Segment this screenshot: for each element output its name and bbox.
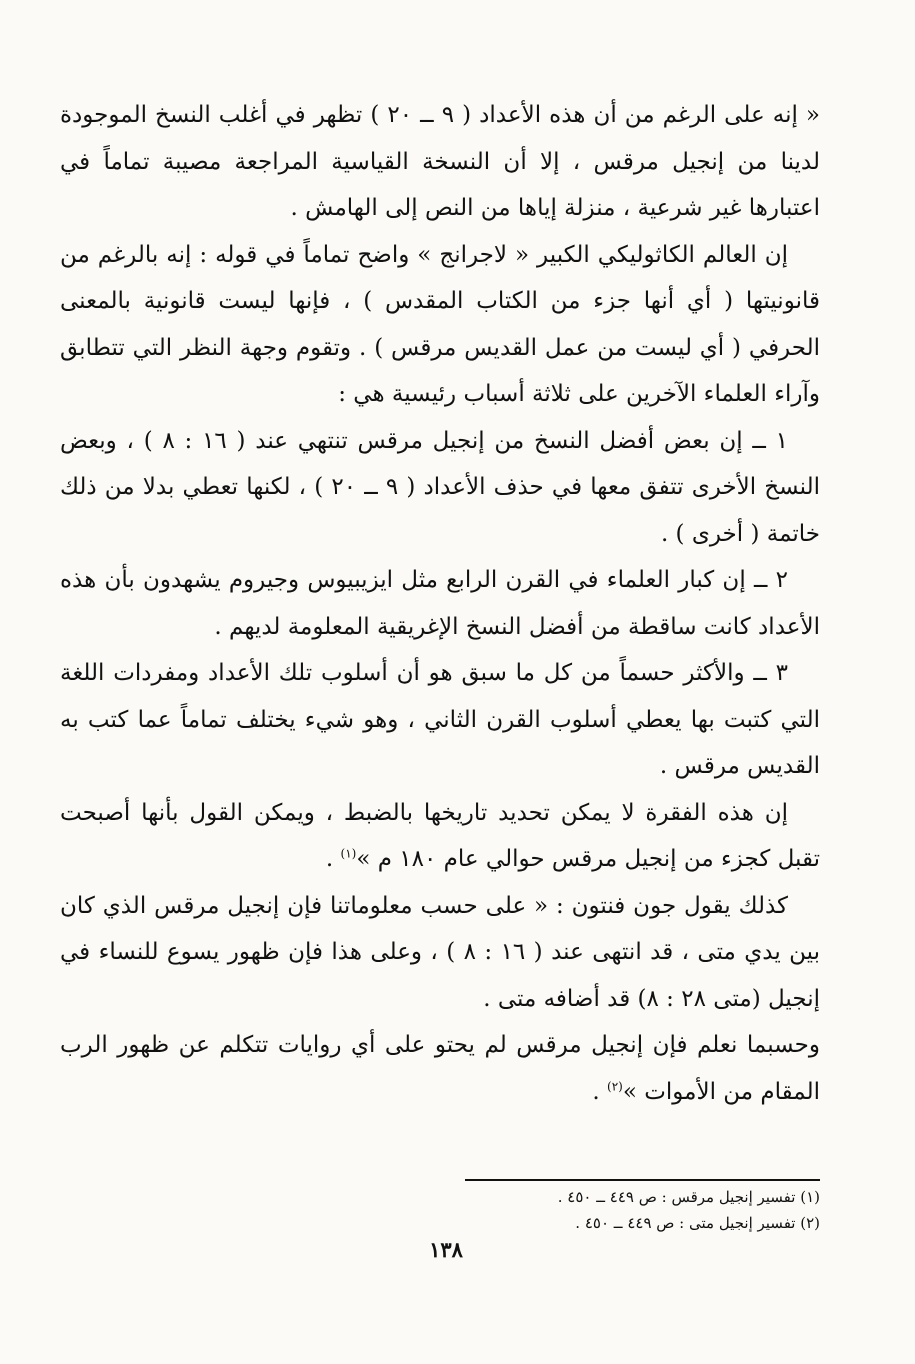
paragraph-fenton: كذلك يقول جون فنتون : « على حسب معلوماتنا فإن إنجيل مرقس الذي كان بين يدي متى ، قد انتهى عند ( ١٦ : ٨ ) ، وعلى هذا فإن ظهور يسوع للنساء في إنجيل (متى ٢٨ : ٨) قد أضافه متى . [60, 892, 820, 1012]
footnote-reference-2: (٢) [607, 1078, 623, 1093]
footnote-divider [465, 1179, 820, 1181]
paragraph-resurrection [60, 1022, 820, 1115]
paragraph-quote-start: « إنه على الرغم من أن هذه الأعداد ( ٩ ــ ٢٠ ) تظهر في أغلب النسخ الموجودة لدينا من إنجيل مرقس ، إلا أن النسخة القياسية المراجعة مصيبة تماماً في اعتبارها غير شرعية ، منزلة إياها من النص إلى الهامش . [60, 102, 820, 221]
footnote-2: (٢) تفسير إنجيل متى : ص ٤٤٩ ــ ٤٥٠ . [575, 1214, 820, 1232]
main-text [60, 92, 820, 1115]
paragraph-reason-3: ٣ ــ والأكثر حسماً من كل ما سبق هو أن أسلوب تلك الأعداد ومفردات اللغة التي كتبت بها يعطي أسلوب القرن الثاني ، وهو شيء يختلف تماماً عما كتب به القديس مرقس . [60, 660, 820, 779]
paragraph-lagrange: إن العالم الكاثوليكي الكبير « لاجرانج » واضح تماماً في قوله : إنه بالرغم من قانونيتها ( أي أنها جزء من الكتاب المقدس ) ، فإنها ليست قانونية بالمعنى الحرفي ( أي ليست من عمل القديس مرقس ) . وتقوم وجهة النظر التي تتطابق وآراء العلماء الآخرين على ثلاثة أسباب رئيسية هي : [60, 241, 820, 407]
paragraph-reason-1: ١ ــ إن بعض أفضل النسخ من إنجيل مرقس تنتهي عند ( ١٦ : ٨ ) ، وبعض النسخ الأخرى تتفق معها في حذف الأعداد ( ٩ ــ ٢٠ ) ، لكنها تعطي بدلا من ذلك خاتمة ( أخرى ) . [60, 427, 821, 547]
paragraph-resurrection-text: وحسبما نعلم فإن إنجيل مرقس لم يحتو على أي روايات تتكلم عن ظهور الرب المقام من الأموات » [60, 1032, 820, 1105]
footnotes [60, 1184, 820, 1236]
paragraph-dating-text: إن هذه الفقرة لا يمكن تحديد تاريخها بالضبط ، ويمكن القول بأنها أصبحت تقبل كجزء من إنجيل مرقس حوالي عام ١٨٠ م » [60, 799, 820, 872]
paragraph-resurrection-ending: . [592, 1078, 607, 1105]
footnote-reference-1: (١) [340, 846, 357, 861]
book-page [60, 92, 820, 1322]
paragraph-reason-2: ٢ ــ إن كبار العلماء في القرن الرابع مثل ايزيبيوس وجيروم يشهدون بأن هذه الأعداد كانت ساقطة من أفضل النسخ الإغريقية المعلومة لديهم . [60, 567, 820, 640]
paragraph-dating [60, 790, 820, 883]
footnote-1: (١) تفسير إنجيل مرقس : ص ٤٤٩ ــ ٤٥٠ . [557, 1188, 820, 1206]
page-number: ١٣٨ [429, 1237, 463, 1262]
paragraph-dating-ending: . [325, 846, 341, 872]
